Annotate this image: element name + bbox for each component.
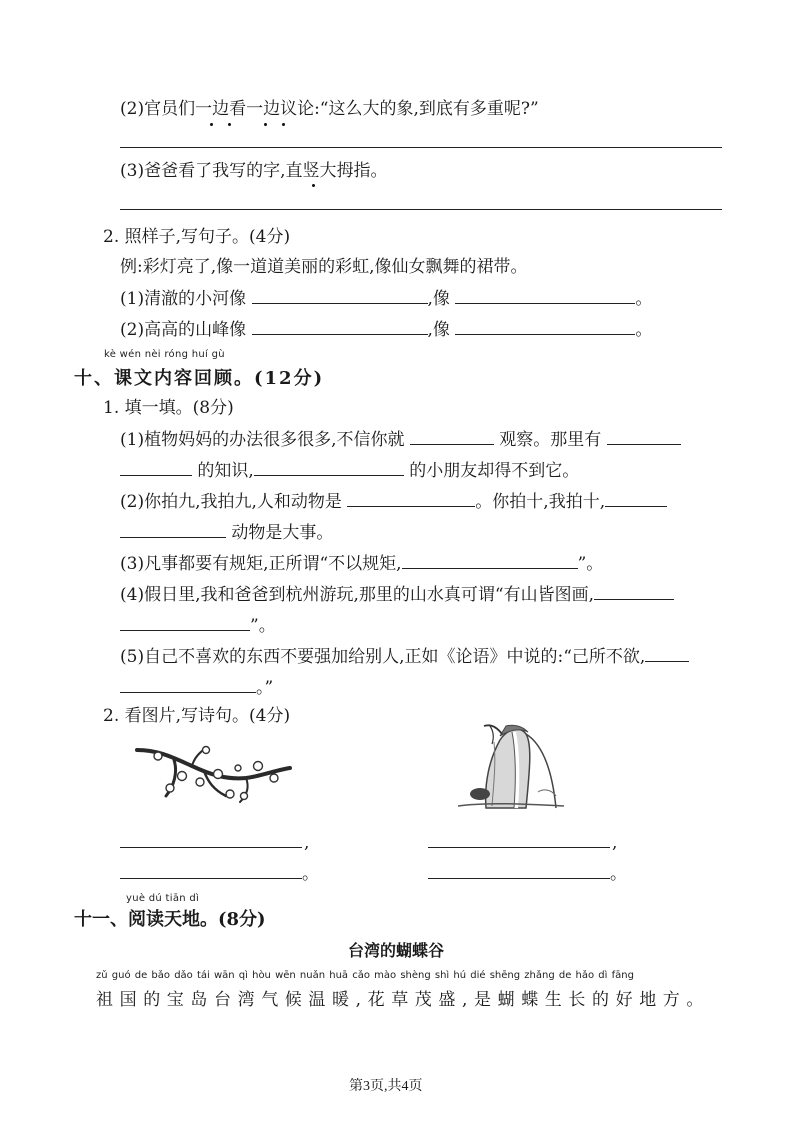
emphasis-dot [312, 184, 315, 187]
answer-blank[interactable] [120, 460, 192, 476]
text-part: 观察。那里有 [499, 430, 602, 450]
answer-line[interactable] [120, 878, 302, 879]
text-part: ”。 [250, 616, 276, 636]
comma: , [612, 833, 618, 853]
text-part: 。” [256, 678, 274, 698]
text-part: (2)你拍九,我拍九,人和动物是 [120, 492, 342, 512]
fill-line [120, 646, 689, 667]
text-part: (4)假日里,我和爸爸到杭州游玩,那里的山水真可谓“有山皆图画, [120, 585, 594, 605]
text-part: (5)自己不喜欢的东西不要强加给别人,正如《论语》中说的:“己所不欲, [120, 647, 646, 667]
page-number: 第3页,共4页 [349, 1079, 423, 1094]
line-end: 。 [635, 289, 653, 309]
answer-line[interactable] [120, 847, 302, 848]
comma: , [304, 833, 310, 853]
answer-blank[interactable] [607, 429, 681, 445]
fill-line [120, 677, 273, 698]
question-title: 2. 照样子,写句子。(4分) [103, 227, 291, 247]
sentence-item-2: (2)官员们一边看一边议论:“这么大的象,到底有多重呢?” [120, 99, 539, 119]
period: 。 [610, 864, 627, 884]
example-sentence: 例:彩灯亮了,像一道道美丽的彩虹,像仙女飘舞的裙带。 [120, 257, 528, 277]
emphasis-dot [264, 123, 267, 126]
answer-line[interactable] [428, 878, 610, 879]
fill-line [120, 460, 579, 481]
text-part: 。你拍十,我拍十, [475, 492, 606, 512]
fill-line [120, 615, 276, 636]
answer-blank[interactable] [120, 677, 256, 693]
text-part: 的小朋友却得不到它。 [409, 461, 580, 481]
answer-blank[interactable] [410, 429, 494, 445]
answer-line[interactable] [120, 209, 722, 210]
answer-blank[interactable] [254, 460, 404, 476]
answer-blank[interactable] [645, 646, 689, 662]
question-title: 1. 填一填。(8分) [103, 398, 234, 418]
line-start: (1)清澈的小河像 [120, 289, 247, 309]
passage-pinyin: zǔ guó de bǎo dǎo tái wān qì hòu wēn nuǎn huā cǎo mào shèng shì hú dié shēng zhǎng de hǎo dì fāng [96, 970, 634, 981]
text-part: ”。 [577, 554, 604, 574]
question-title: 2. 看图片,写诗句。(4分) [103, 706, 291, 726]
answer-line[interactable] [428, 847, 610, 848]
line-mid: ,像 [427, 320, 450, 340]
heading-pinyin: kè wén nèi róng huí gù [104, 349, 225, 360]
text-part: 的知识, [197, 461, 254, 481]
period: 。 [302, 864, 319, 884]
fill-line [120, 491, 667, 512]
section-heading: 十一、阅读天地。(8分) [74, 909, 266, 930]
text-part: 动物是大事。 [231, 523, 334, 543]
fill-line [120, 584, 674, 605]
answer-line[interactable] [120, 147, 722, 148]
answer-blank[interactable] [252, 319, 428, 335]
text-part: (3)凡事都要有规矩,正所谓“不以规矩, [120, 554, 402, 574]
answer-blank[interactable] [455, 319, 635, 335]
line-start: (2)高高的山峰像 [120, 320, 247, 340]
emphasis-dot [210, 123, 213, 126]
text-part: (1)植物妈妈的办法很多很多,不信你就 [120, 430, 405, 450]
passage-title: 台湾的蝴蝶谷 [348, 941, 445, 960]
passage-text: 祖国的宝岛台湾气候温暖,花草茂盛,是蝴蝶生长的好地方。 [96, 990, 711, 1010]
line-mid: ,像 [427, 289, 450, 309]
line-end: 。 [635, 320, 653, 340]
answer-blank[interactable] [347, 491, 475, 507]
answer-blank[interactable] [605, 491, 667, 507]
answer-blank[interactable] [402, 553, 578, 569]
plum-blossom-image [134, 738, 294, 808]
heading-pinyin: yuè dú tiān dì [126, 893, 200, 904]
answer-blank[interactable] [252, 288, 428, 304]
answer-blank[interactable] [120, 615, 250, 631]
answer-blank[interactable] [120, 522, 226, 538]
emphasis-dot [282, 123, 285, 126]
fill-line [120, 522, 333, 543]
section-heading: 十、课文内容回顾。(12分) [74, 368, 325, 389]
fill-line [120, 429, 681, 450]
waterfall-mountain-image [456, 722, 566, 812]
answer-blank[interactable] [594, 584, 674, 600]
answer-blank[interactable] [455, 288, 635, 304]
fill-line [120, 288, 652, 309]
sentence-item-3: (3)爸爸看了我写的字,直竖大拇指。 [120, 161, 388, 181]
emphasis-dot [228, 123, 231, 126]
fill-line [120, 319, 652, 340]
fill-line [120, 553, 603, 574]
